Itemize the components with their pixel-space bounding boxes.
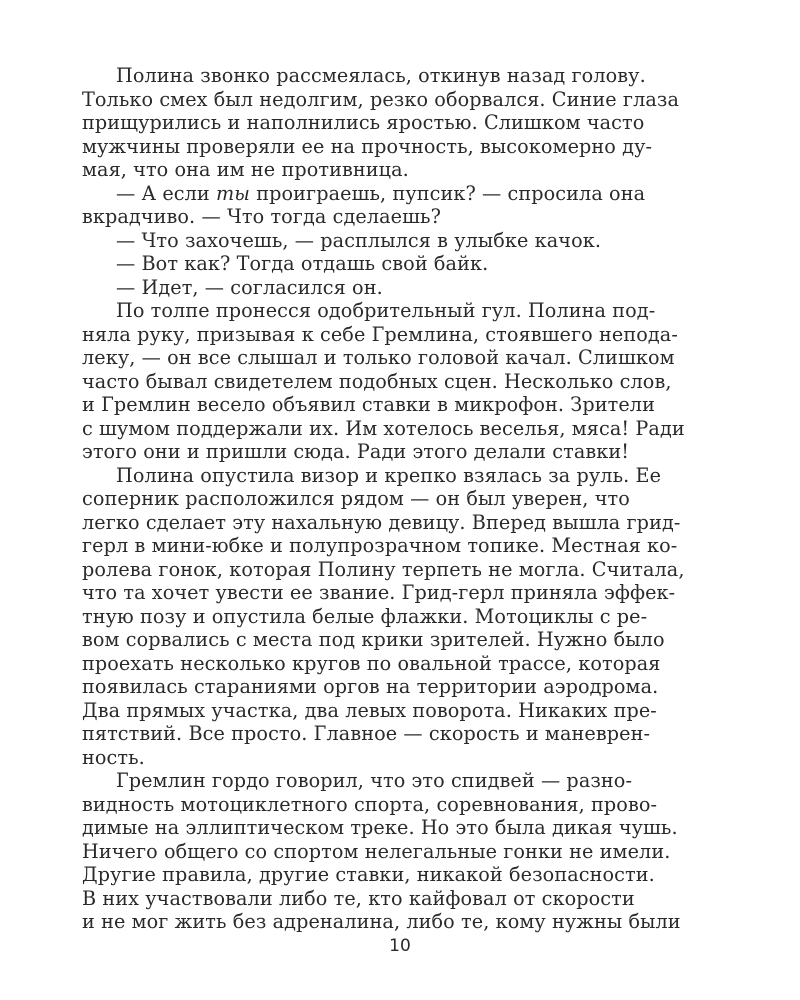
- text-line: леку, — он все слышал и только головой качал. Слишком: [82, 346, 675, 369]
- text-line: часто бывал свидетелем подобных сцен. Несколько слов,: [82, 369, 672, 393]
- text-line: Гремлин гордо говорил, что это спидвей — разно-: [116, 769, 633, 792]
- text-line: тную позу и опустила белые флажки. Мотоциклы с ре-: [82, 604, 648, 628]
- text-line: видность мотоциклетного спорта, соревнования, прово-: [82, 792, 658, 816]
- text-line: Два прямых участка, два левых поворота. Никаких пре-: [82, 698, 657, 722]
- text-line: герл в мини-юбке и полупрозрачном топике. Местная ко-: [82, 534, 678, 557]
- text-line: Полина опустила визор и крепко взялась за руль. Ее: [116, 463, 662, 487]
- dialogue-paragraph: [82, 182, 714, 229]
- text-line: димые на эллиптическом треке. Но это была дикая чушь.: [82, 816, 678, 839]
- text-line: — Идет, — согласился он.: [116, 275, 383, 299]
- text-line: вом сорвались с места под крики зрителей. Нужно было: [82, 628, 665, 651]
- text-line: ролева гонок, которая Полину терпеть не могла. Считала,: [82, 557, 685, 581]
- text-line: В них участвовали либо те, кто кайфовал от скорости: [82, 886, 635, 910]
- text-line: проехать несколько кругов по овальной трассе, которая: [82, 651, 661, 675]
- text-line: этого они и пришли сюда. Ради этого делали ставки!: [82, 440, 630, 463]
- text-line: легко сделает эту нахальную девицу. Вперед вышла грид-: [82, 510, 681, 534]
- text-line: пятствий. Все просто. Главное — скорость и маневрен-: [82, 722, 651, 745]
- text-line: По толпе пронесся одобрительный гул. Полина под-: [116, 299, 656, 322]
- text-line: — Что захочешь, — расплылся в улыбке качок.: [116, 228, 602, 252]
- text-line: вкрадчиво. — Что тогда сделаешь?: [82, 205, 441, 228]
- text-run: — А если: [116, 181, 216, 205]
- text-line: мая, что она им не противница.: [82, 158, 409, 181]
- italic-emphasis: ты: [216, 181, 251, 205]
- dialogue-paragraph: [82, 229, 714, 253]
- text-line: с шумом поддержали их. Им хотелось веселья, мяса! Ради: [82, 416, 685, 440]
- text-run: проиграешь, пупсик? — спросила она: [250, 181, 646, 205]
- page-number: 10: [389, 936, 411, 956]
- text-line: — Вот как? Тогда отдашь свой байк.: [116, 252, 489, 275]
- text-line: соперник расположился рядом — он был уверен, что: [82, 487, 630, 510]
- paragraph: [82, 464, 714, 770]
- text-line: и не мог жить без адреналина, либо те, кому нужны были: [82, 910, 681, 933]
- paragraph: [82, 64, 714, 182]
- text-line: Только смех был недолгим, резко оборвался. Синие глаза: [82, 87, 679, 111]
- text-line: что та хочет увести ее звание. Грид-герл приняла эффек-: [82, 581, 676, 604]
- text-line: Полина звонко рассмеялась, откинув назад голову.: [116, 64, 646, 87]
- text-line: [82, 182, 714, 206]
- text-line: Ничего общего со спортом нелегальные гонки не имели.: [82, 839, 671, 863]
- paragraph: [82, 769, 714, 934]
- text-line: мужчины проверяли ее на прочность, высокомерно ду-: [82, 134, 653, 158]
- dialogue-paragraph: [82, 276, 714, 300]
- text-line: Другие правила, другие ставки, никакой безопасности.: [82, 863, 655, 886]
- text-line: ность.: [82, 745, 145, 769]
- text-line: и Гремлин весело объявил ставки в микрофон. Зрители: [82, 393, 655, 416]
- text-line: няла руку, призывая к себе Гремлина, стоявшего непода-: [82, 322, 678, 346]
- dialogue-paragraph: [82, 252, 714, 276]
- body-text: [82, 64, 714, 934]
- paragraph: [82, 299, 714, 464]
- text-line: прищурились и наполнились яростью. Слишком часто: [82, 111, 645, 134]
- text-line: появилась стараниями оргов на территории аэродрома.: [82, 675, 659, 698]
